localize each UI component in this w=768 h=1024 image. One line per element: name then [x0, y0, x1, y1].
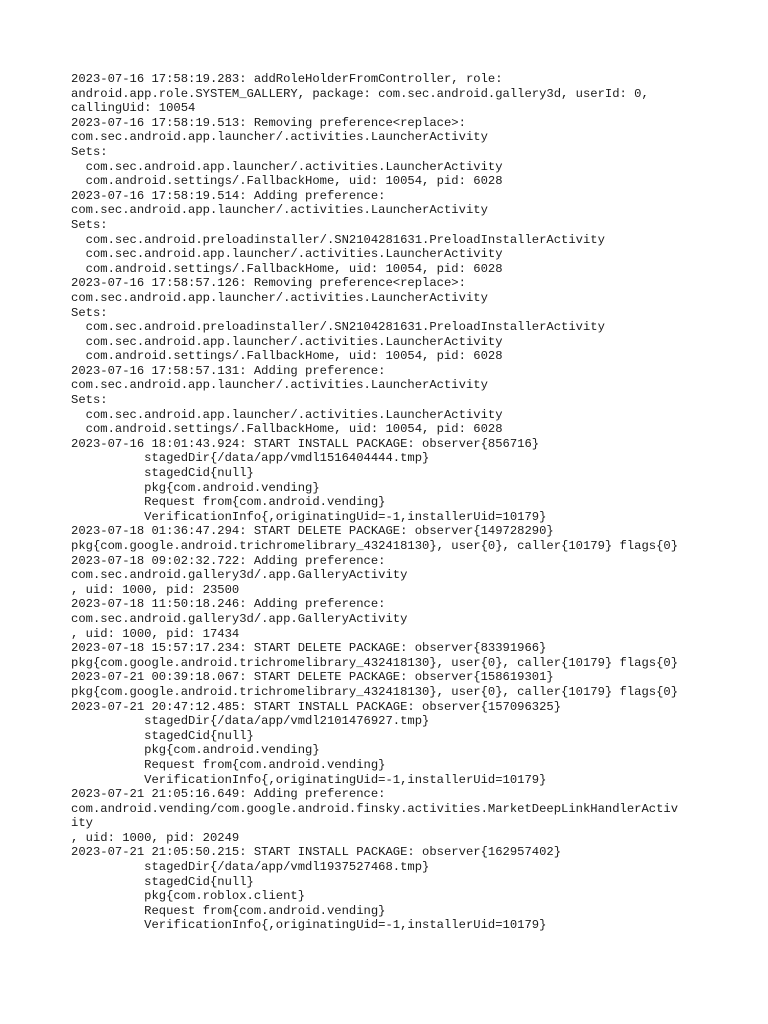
log-line: 2023-07-16 17:58:57.126: Removing preference<replace>:	[71, 276, 466, 291]
log-line: 2023-07-21 21:05:50.215: START INSTALL PACKAGE: observer{162957402}	[71, 845, 562, 860]
log-document	[71, 72, 731, 933]
log-line: Sets:	[71, 393, 108, 408]
log-line: com.sec.android.preloadinstaller/.SN2104281631.PreloadInstallerActivity	[71, 232, 605, 247]
log-line: com.sec.android.app.launcher/.activities.LauncherActivity	[71, 378, 488, 393]
log-line: 2023-07-18 01:36:47.294: START DELETE PACKAGE: observer{149728290}	[71, 524, 554, 539]
log-line: 2023-07-21 20:47:12.485: START INSTALL PACKAGE: observer{157096325}	[71, 699, 562, 714]
log-line: callingUid: 10054	[71, 101, 196, 116]
log-line: , uid: 1000, pid: 20249	[71, 830, 240, 845]
log-line: 2023-07-16 17:58:19.514: Adding preference:	[71, 188, 386, 203]
log-line: com.sec.android.app.launcher/.activities.LauncherActivity	[71, 203, 488, 218]
log-line: pkg{com.google.android.trichromelibrary_432418130}, user{0}, caller{10179} flags{0}	[71, 684, 679, 699]
log-line: com.sec.android.app.launcher/.activities.LauncherActivity	[71, 407, 503, 422]
log-line: pkg{com.android.vending}	[71, 480, 320, 495]
log-line: Request from{com.android.vending}	[71, 495, 386, 510]
log-line: pkg{com.google.android.trichromelibrary_432418130}, user{0}, caller{10179} flags{0}	[71, 539, 679, 553]
log-line: com.sec.android.app.launcher/.activities.LauncherActivity	[71, 247, 503, 262]
log-line: VerificationInfo{,originatingUid=-1,installerUid=10179}	[71, 772, 547, 787]
log-line: stagedCid{null}	[71, 874, 254, 889]
log-line: 2023-07-18 15:57:17.234: START DELETE PACKAGE: observer{83391966}	[71, 641, 547, 656]
log-line: Sets:	[71, 305, 108, 320]
log-line: com.sec.android.preloadinstaller/.SN2104281631.PreloadInstallerActivity	[71, 320, 605, 335]
log-line: 2023-07-16 17:58:19.283: addRoleHolderFromController, role:	[71, 72, 503, 86]
log-line: com.sec.android.app.launcher/.activities.LauncherActivity	[71, 290, 488, 305]
log-line: stagedDir{/data/app/vmdl1937527468.tmp}	[71, 860, 430, 875]
log-line: 2023-07-18 11:50:18.246: Adding preference:	[71, 597, 386, 612]
log-line: com.android.settings/.FallbackHome, uid: 10054, pid: 6028	[71, 261, 503, 276]
log-line: Sets:	[71, 144, 108, 159]
log-line: android.app.role.SYSTEM_GALLERY, package: com.sec.android.gallery3d, userId: 0,	[71, 86, 649, 101]
log-line: 2023-07-18 09:02:32.722: Adding preference:	[71, 553, 386, 568]
log-line: stagedDir{/data/app/vmdl1516404444.tmp}	[71, 451, 430, 466]
log-line: stagedDir{/data/app/vmdl2101476927.tmp}	[71, 714, 430, 729]
log-line: com.sec.android.app.launcher/.activities.LauncherActivity	[71, 334, 503, 349]
log-line: Request from{com.android.vending}	[71, 757, 386, 772]
log-line: com.sec.android.gallery3d/.app.GalleryActivity	[71, 611, 408, 626]
log-line: ity	[71, 816, 93, 831]
log-line: com.sec.android.app.launcher/.activities.LauncherActivity	[71, 159, 503, 174]
log-line: com.android.settings/.FallbackHome, uid: 10054, pid: 6028	[71, 422, 503, 437]
log-line: , uid: 1000, pid: 23500	[71, 582, 240, 597]
log-line: 2023-07-16 18:01:43.924: START INSTALL PACKAGE: observer{856716}	[71, 436, 540, 451]
log-line: stagedCid{null}	[71, 728, 254, 743]
log-line: pkg{com.android.vending}	[71, 743, 320, 758]
log-line: Request from{com.android.vending}	[71, 903, 386, 918]
log-line: 2023-07-21 21:05:16.649: Adding preference:	[71, 787, 386, 802]
log-line: com.sec.android.app.launcher/.activities.LauncherActivity	[71, 130, 488, 145]
log-line: VerificationInfo{,originatingUid=-1,installerUid=10179}	[71, 509, 547, 524]
log-line: com.android.vending/com.google.android.finsky.activities.MarketDeepLinkHandlerActiv	[71, 801, 679, 816]
log-line: 2023-07-21 00:39:18.067: START DELETE PACKAGE: observer{158619301}	[71, 670, 554, 685]
log-line: com.sec.android.gallery3d/.app.GalleryActivity	[71, 568, 408, 583]
log-line: 2023-07-16 17:58:19.513: Removing preference<replace>:	[71, 115, 466, 130]
log-line: 2023-07-16 17:58:57.131: Adding preference:	[71, 363, 386, 378]
log-line: , uid: 1000, pid: 17434	[71, 626, 240, 641]
log-line: Sets:	[71, 217, 108, 232]
log-line: pkg{com.google.android.trichromelibrary_432418130}, user{0}, caller{10179} flags{0}	[71, 655, 679, 670]
log-line: com.android.settings/.FallbackHome, uid: 10054, pid: 6028	[71, 349, 503, 364]
log-line: pkg{com.roblox.client}	[71, 889, 306, 904]
log-line: stagedCid{null}	[71, 466, 254, 481]
log-line: com.android.settings/.FallbackHome, uid: 10054, pid: 6028	[71, 174, 503, 189]
log-line: VerificationInfo{,originatingUid=-1,installerUid=10179}	[71, 918, 547, 933]
